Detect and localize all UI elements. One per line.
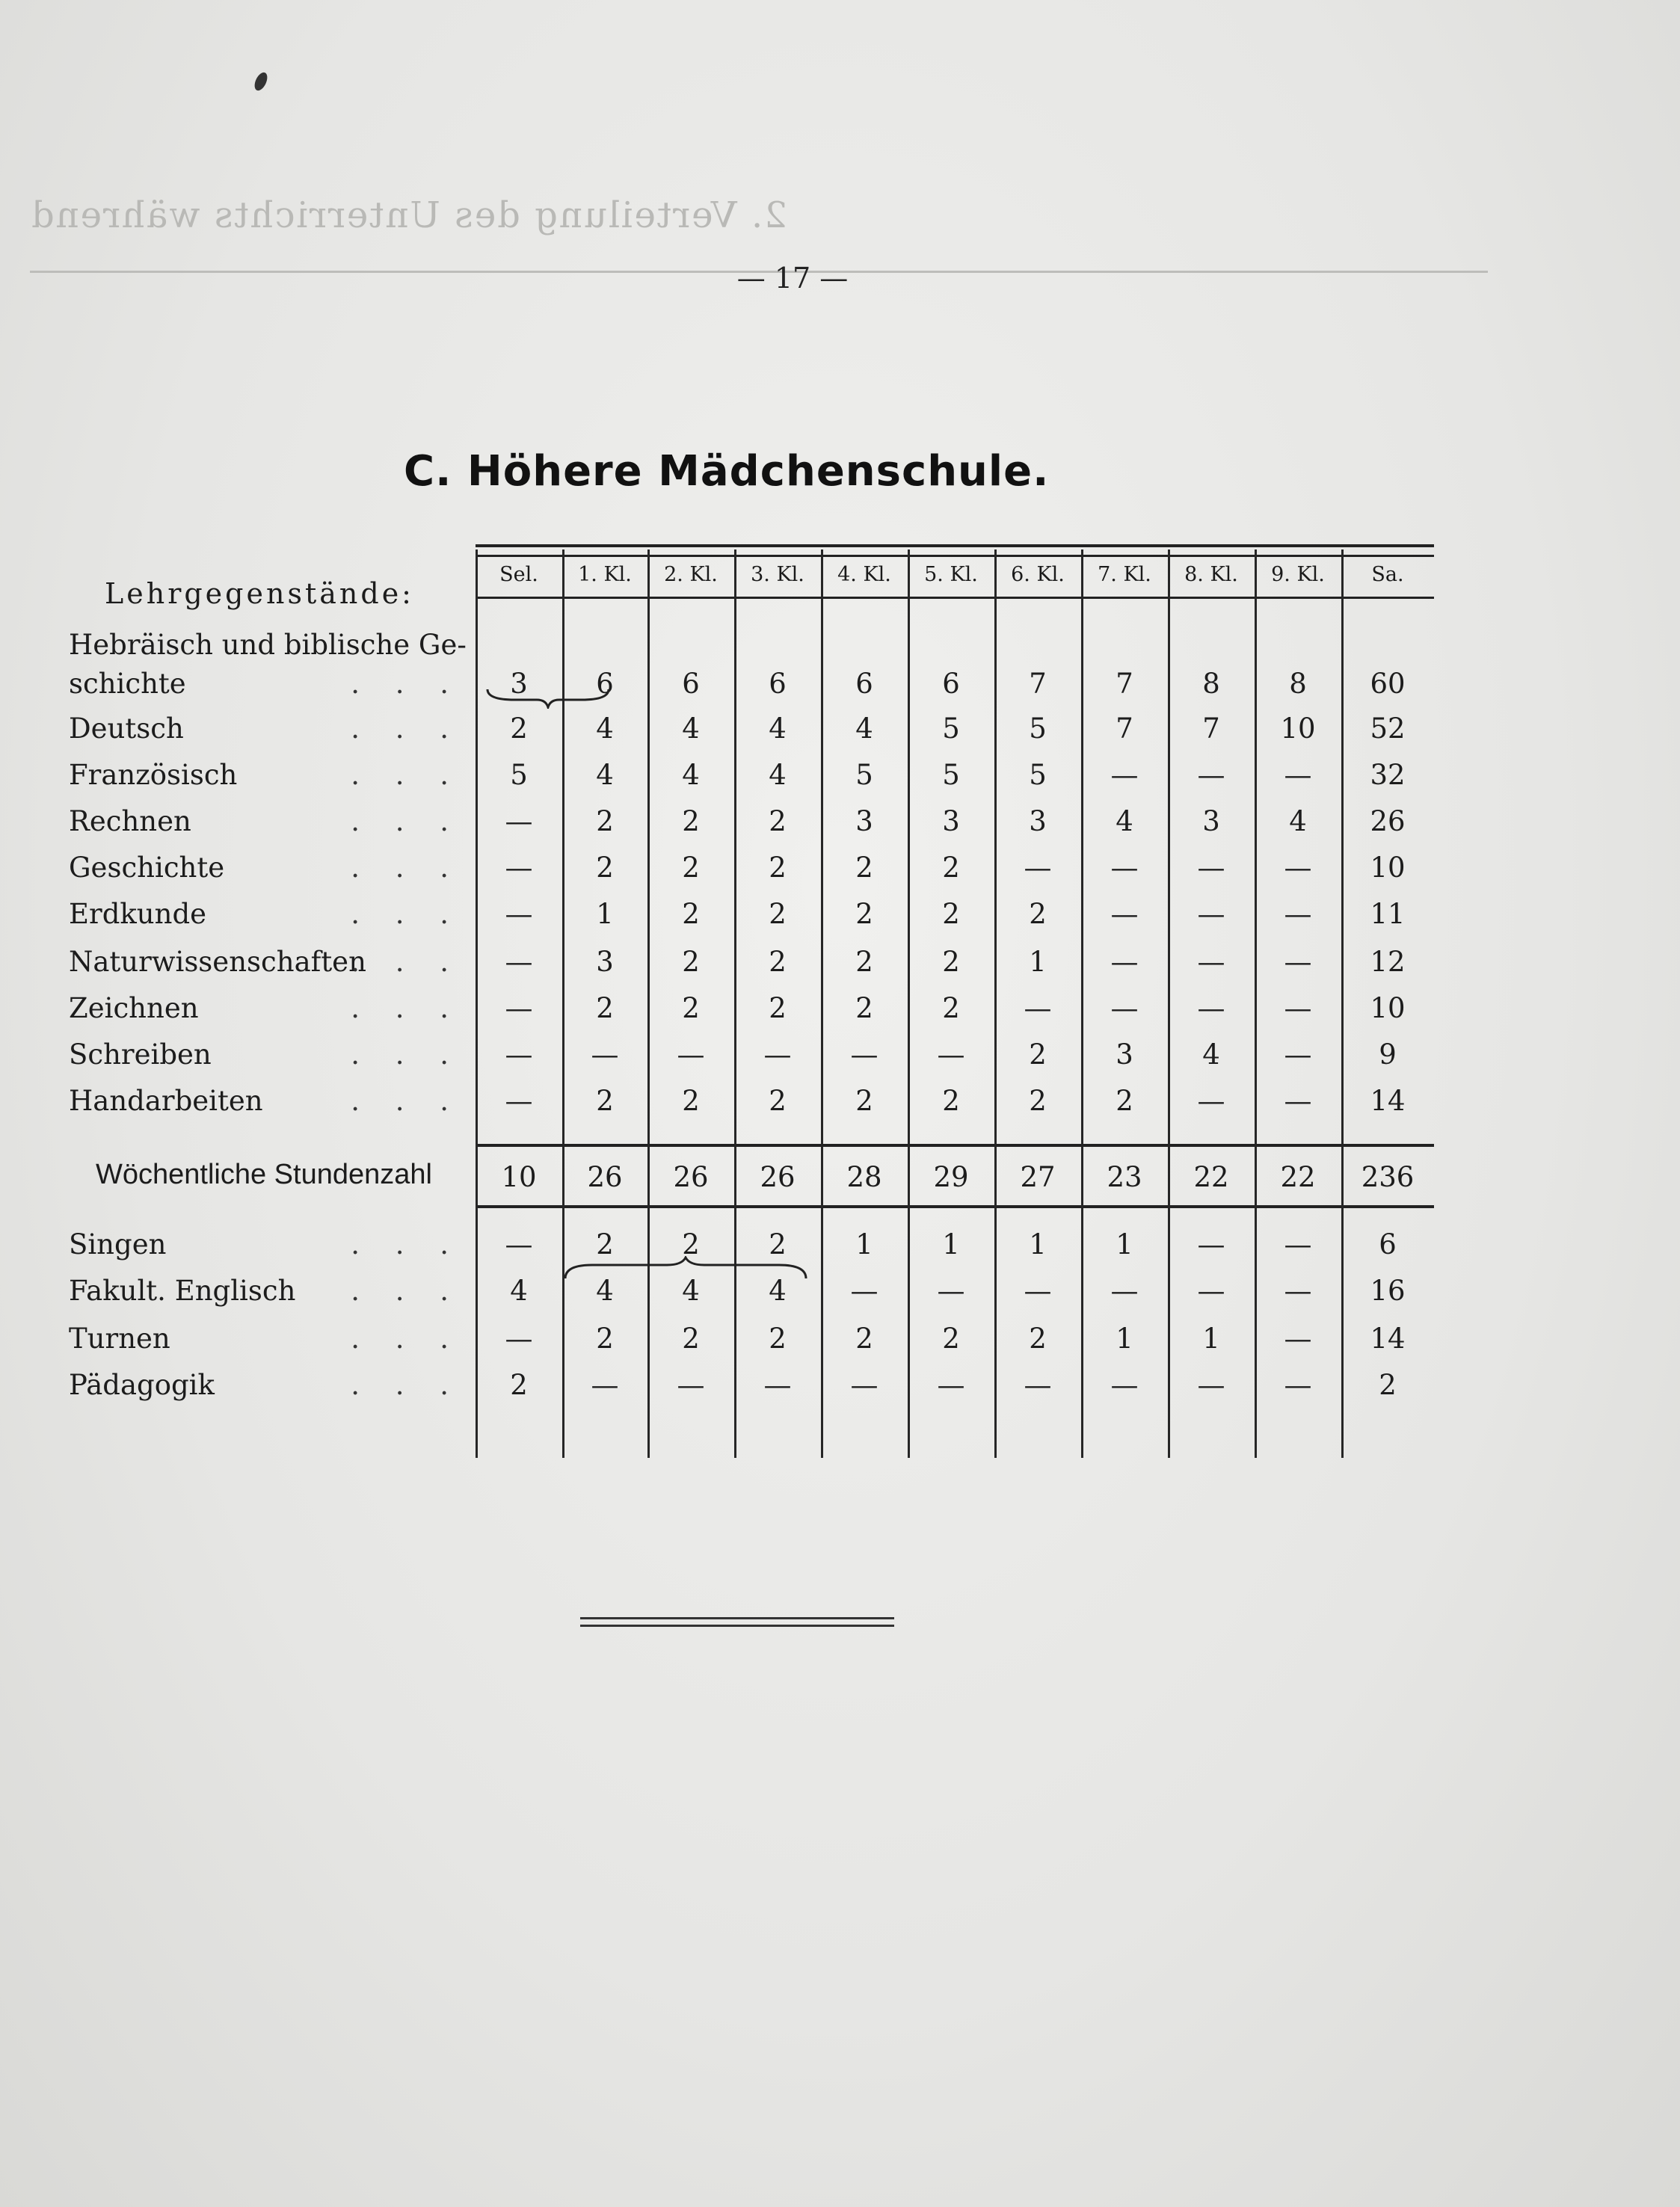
subject-name-line1: Hebräisch und biblische Ge- [69,629,467,661]
cell-sel: — [505,1085,533,1117]
cell-5-kl: 29 [933,1161,969,1193]
subject-label [69,710,473,748]
subject-label [69,1367,473,1404]
cell-sel: — [505,805,533,837]
column-header: 9. Kl. [1271,563,1325,586]
subject-label [69,1083,473,1120]
subject-label [69,1320,473,1358]
cell-6-kl: 5 [1029,759,1047,791]
cell-2-kl: 4 [682,759,700,791]
cell-8-kl: 8 [1202,668,1220,700]
cell-3-kl: 4 [769,759,787,791]
section-title: C. Höhere Mädchenschule. [404,447,1050,496]
cell-9-kl: — [1284,1369,1312,1401]
subject-name: Singen [69,1228,167,1261]
cell-7-kl: — [1110,946,1139,978]
cell-8-kl: 22 [1193,1161,1229,1193]
cell-9-kl: 10 [1280,712,1316,745]
cell-6-kl: — [1024,1369,1052,1401]
leader-dots: . . . [351,1228,462,1261]
cell-sa: 32 [1370,759,1406,791]
cell-6-kl: 1 [1029,1228,1047,1261]
cell-sa: 60 [1370,668,1406,700]
cell-6-kl: — [1024,1275,1052,1307]
table-top-rule-inner [476,555,1434,557]
cell-1-kl: 2 [596,805,614,837]
cell-5-kl: 2 [942,1085,960,1117]
subject-label [69,944,473,981]
cell-7-kl: — [1110,852,1139,884]
cell-4-kl: 1 [855,1228,873,1261]
cell-5-kl: 5 [942,759,960,791]
cell-6-kl: 2 [1029,1085,1047,1117]
cell-3-kl: 2 [769,852,787,884]
leader-dots: . . . [351,898,462,930]
cell-sel: 2 [510,712,528,745]
cell-4-kl: 28 [846,1161,882,1193]
leader-dots: . . . [351,668,462,700]
cell-8-kl: — [1197,759,1225,791]
cell-4-kl: 5 [855,759,873,791]
cell-sel: — [505,1038,533,1071]
cell-9-kl: — [1284,946,1312,978]
cell-4-kl: 2 [855,852,873,884]
cell-1-kl: 2 [596,1085,614,1117]
cell-5-kl: 6 [942,668,960,700]
subject-name: Geschichte [69,852,225,884]
cell-sel: 10 [501,1161,537,1193]
cell-4-kl: 2 [855,1085,873,1117]
cell-4-kl: 4 [855,712,873,745]
cell-1-kl: 6 [596,668,614,700]
leader-dots: . . . [351,992,462,1024]
cell-4-kl: 2 [855,992,873,1024]
cell-5-kl: 2 [942,898,960,930]
leader-dots: . . . [351,712,462,745]
cell-1-kl: 26 [587,1161,623,1193]
cell-9-kl: — [1284,852,1312,884]
cell-4-kl: 2 [855,946,873,978]
cell-3-kl: 2 [769,992,787,1024]
cell-sel: 5 [510,759,528,791]
cell-8-kl: — [1197,852,1225,884]
leader-dots: . . . [351,1085,462,1117]
subject-name: Französisch [69,759,238,791]
subject-label [69,849,473,887]
cell-6-kl: — [1024,852,1052,884]
cell-1-kl: 4 [596,1275,614,1307]
cell-5-kl: 1 [942,1228,960,1261]
ink-mark [252,70,270,92]
subject-label [69,1272,473,1310]
cell-2-kl: 2 [682,1085,700,1117]
cell-8-kl: — [1197,1369,1225,1401]
subject-label [69,803,473,840]
cell-sel: — [505,946,533,978]
cell-7-kl: 1 [1116,1228,1133,1261]
cell-6-kl: 7 [1029,668,1047,700]
cell-8-kl: — [1197,946,1225,978]
cell-6-kl: 2 [1029,1323,1047,1355]
cell-2-kl: 2 [682,898,700,930]
subject-name: Zeichnen [69,992,199,1024]
table-header-bottom-rule [476,597,1434,599]
cell-2-kl: 2 [682,805,700,837]
cell-1-kl: 2 [596,992,614,1024]
cell-5-kl: 2 [942,992,960,1024]
cell-8-kl: — [1197,1228,1225,1261]
cell-sa: 2 [1379,1369,1397,1401]
cell-6-kl: — [1024,992,1052,1024]
column-header: 6. Kl. [1011,563,1065,586]
brace-sel-1kl [484,686,612,709]
subject-label [69,757,473,794]
cell-2-kl: 2 [682,1228,700,1261]
column-header: Sa. [1371,563,1404,586]
subject-name: Pädagogik [69,1369,215,1401]
subject-name: Erdkunde [69,898,207,930]
cell-5-kl: — [937,1369,965,1401]
cell-8-kl: 1 [1202,1323,1220,1355]
total-label: Wöchentliche Stundenzahl [96,1159,432,1190]
subject-label [69,896,473,933]
cell-9-kl: — [1284,1228,1312,1261]
column-header: 7. Kl. [1098,563,1151,586]
leader-dots: . . . [351,1038,462,1071]
cell-9-kl: 22 [1280,1161,1316,1193]
cell-1-kl: 3 [596,946,614,978]
cell-6-kl: 2 [1029,1038,1047,1071]
cell-3-kl: 4 [769,712,787,745]
leader-dots: . . . [351,1369,462,1401]
cell-sa: 26 [1370,805,1406,837]
subject-label [69,1036,473,1074]
cell-7-kl: 23 [1107,1161,1142,1193]
cell-2-kl: 2 [682,1323,700,1355]
cell-sa: 14 [1370,1085,1406,1117]
cell-5-kl: 2 [942,946,960,978]
subject-name: Rechnen [69,805,191,837]
cell-7-kl: — [1110,1275,1139,1307]
cell-9-kl: — [1284,898,1312,930]
cell-4-kl: 3 [855,805,873,837]
cell-8-kl: 3 [1202,805,1220,837]
cell-1-kl: — [591,1369,619,1401]
cell-7-kl: — [1110,992,1139,1024]
cell-3-kl: 2 [769,1085,787,1117]
cell-sel: 3 [510,668,528,700]
cell-sa: 14 [1370,1323,1406,1355]
cell-5-kl: 2 [942,1323,960,1355]
cell-sa: 10 [1370,852,1406,884]
cell-7-kl: — [1110,898,1139,930]
cell-3-kl: 2 [769,805,787,837]
cell-6-kl: 5 [1029,712,1047,745]
cell-5-kl: 3 [942,805,960,837]
cell-1-kl: 2 [596,1323,614,1355]
column-header: 8. Kl. [1184,563,1238,586]
subject-name: schichte [69,668,186,700]
column-header: 3. Kl. [751,563,804,586]
cell-6-kl: 27 [1020,1161,1056,1193]
subjects-label: Lehrgegenstände: [105,577,414,610]
cell-3-kl: — [763,1038,792,1071]
subject-label-line1 [69,627,517,664]
cell-7-kl: 3 [1116,1038,1133,1071]
cell-4-kl: — [850,1038,879,1071]
cell-9-kl: — [1284,1038,1312,1071]
cell-7-kl: — [1110,1369,1139,1401]
cell-sa: 9 [1379,1038,1397,1071]
cell-3-kl: 2 [769,946,787,978]
cell-7-kl: 2 [1116,1085,1133,1117]
cell-7-kl: — [1110,759,1139,791]
cell-1-kl: — [591,1038,619,1071]
column-header: Sel. [499,563,538,586]
cell-6-kl: 2 [1029,898,1047,930]
cell-5-kl: — [937,1038,965,1071]
cell-2-kl: 26 [673,1161,709,1193]
cell-2-kl: — [677,1038,705,1071]
page-number: — 17 — [736,262,849,295]
cell-sa: 16 [1370,1275,1406,1307]
cell-1-kl: 4 [596,712,614,745]
cell-5-kl: 2 [942,852,960,884]
cell-6-kl: 1 [1029,946,1047,978]
cell-2-kl: 2 [682,992,700,1024]
total-top-rule [476,1144,1434,1147]
cell-4-kl: 6 [855,668,873,700]
cell-1-kl: 2 [596,1228,614,1261]
subject-name: Turnen [69,1323,170,1355]
cell-9-kl: 4 [1289,805,1307,837]
cell-8-kl: — [1197,1085,1225,1117]
cell-sel: — [505,852,533,884]
cell-sel: 4 [510,1275,528,1307]
cell-9-kl: — [1284,1085,1312,1117]
cell-3-kl: — [763,1369,792,1401]
leader-dots: . . . [351,805,462,837]
cell-7-kl: 4 [1116,805,1133,837]
cell-2-kl: 2 [682,852,700,884]
cell-2-kl: — [677,1369,705,1401]
closing-rule [580,1617,894,1619]
cell-4-kl: 2 [855,1323,873,1355]
cell-7-kl: 7 [1116,668,1133,700]
cell-sel: — [505,898,533,930]
cell-8-kl: 4 [1202,1038,1220,1071]
cell-5-kl: 5 [942,712,960,745]
cell-3-kl: 2 [769,1323,787,1355]
cell-sa: 236 [1361,1161,1415,1193]
cell-9-kl: — [1284,759,1312,791]
leader-dots: . . . [351,759,462,791]
table-top-rule [476,544,1434,547]
cell-9-kl: — [1284,992,1312,1024]
cell-7-kl: 7 [1116,712,1133,745]
cell-3-kl: 4 [769,1275,787,1307]
cell-2-kl: 4 [682,712,700,745]
cell-sel: — [505,992,533,1024]
cell-8-kl: — [1197,992,1225,1024]
cell-9-kl: — [1284,1275,1312,1307]
column-header: 2. Kl. [664,563,718,586]
leader-dots: . . . [351,1275,462,1307]
subject-name: Schreiben [69,1038,212,1071]
brace-english [562,1256,809,1281]
cell-sa: 52 [1370,712,1406,745]
cell-8-kl: — [1197,898,1225,930]
cell-1-kl: 2 [596,852,614,884]
cell-9-kl: — [1284,1323,1312,1355]
cell-5-kl: — [937,1275,965,1307]
cell-6-kl: 3 [1029,805,1047,837]
cell-4-kl: — [850,1369,879,1401]
cell-sel: — [505,1323,533,1355]
subject-label [69,665,473,703]
leader-dots: . . . [351,946,462,978]
subject-name: Handarbeiten [69,1085,263,1117]
cell-sa: 11 [1370,898,1406,930]
cell-sa: 10 [1370,992,1406,1024]
leader-dots: . . . [351,1323,462,1355]
column-header: 4. Kl. [837,563,891,586]
cell-2-kl: 2 [682,946,700,978]
cell-8-kl: 7 [1202,712,1220,745]
cell-4-kl: — [850,1275,879,1307]
total-bottom-rule [476,1205,1434,1208]
cell-3-kl: 6 [769,668,787,700]
cell-9-kl: 8 [1289,668,1307,700]
bleed-through-heading: 2. Verteilung des Unterrichts während [30,194,787,236]
cell-sa: 6 [1379,1228,1397,1261]
subject-name: Deutsch [69,712,184,745]
leader-dots: . . . [351,852,462,884]
cell-3-kl: 26 [760,1161,796,1193]
cell-7-kl: 1 [1116,1323,1133,1355]
subject-label [69,1226,473,1263]
subject-name: Naturwissenschaften [69,946,366,978]
cell-sel: 2 [510,1369,528,1401]
cell-3-kl: 2 [769,898,787,930]
cell-4-kl: 2 [855,898,873,930]
cell-2-kl: 6 [682,668,700,700]
cell-sel: — [505,1228,533,1261]
column-header: 1. Kl. [578,563,632,586]
subject-label [69,990,473,1027]
cell-1-kl: 1 [596,898,614,930]
cell-2-kl: 4 [682,1275,700,1307]
closing-rule-inner [580,1625,894,1627]
cell-8-kl: — [1197,1275,1225,1307]
column-header: 5. Kl. [924,563,978,586]
cell-sa: 12 [1370,946,1406,978]
subject-name: Fakult. Englisch [69,1275,296,1307]
cell-3-kl: 2 [769,1228,787,1261]
cell-1-kl: 4 [596,759,614,791]
